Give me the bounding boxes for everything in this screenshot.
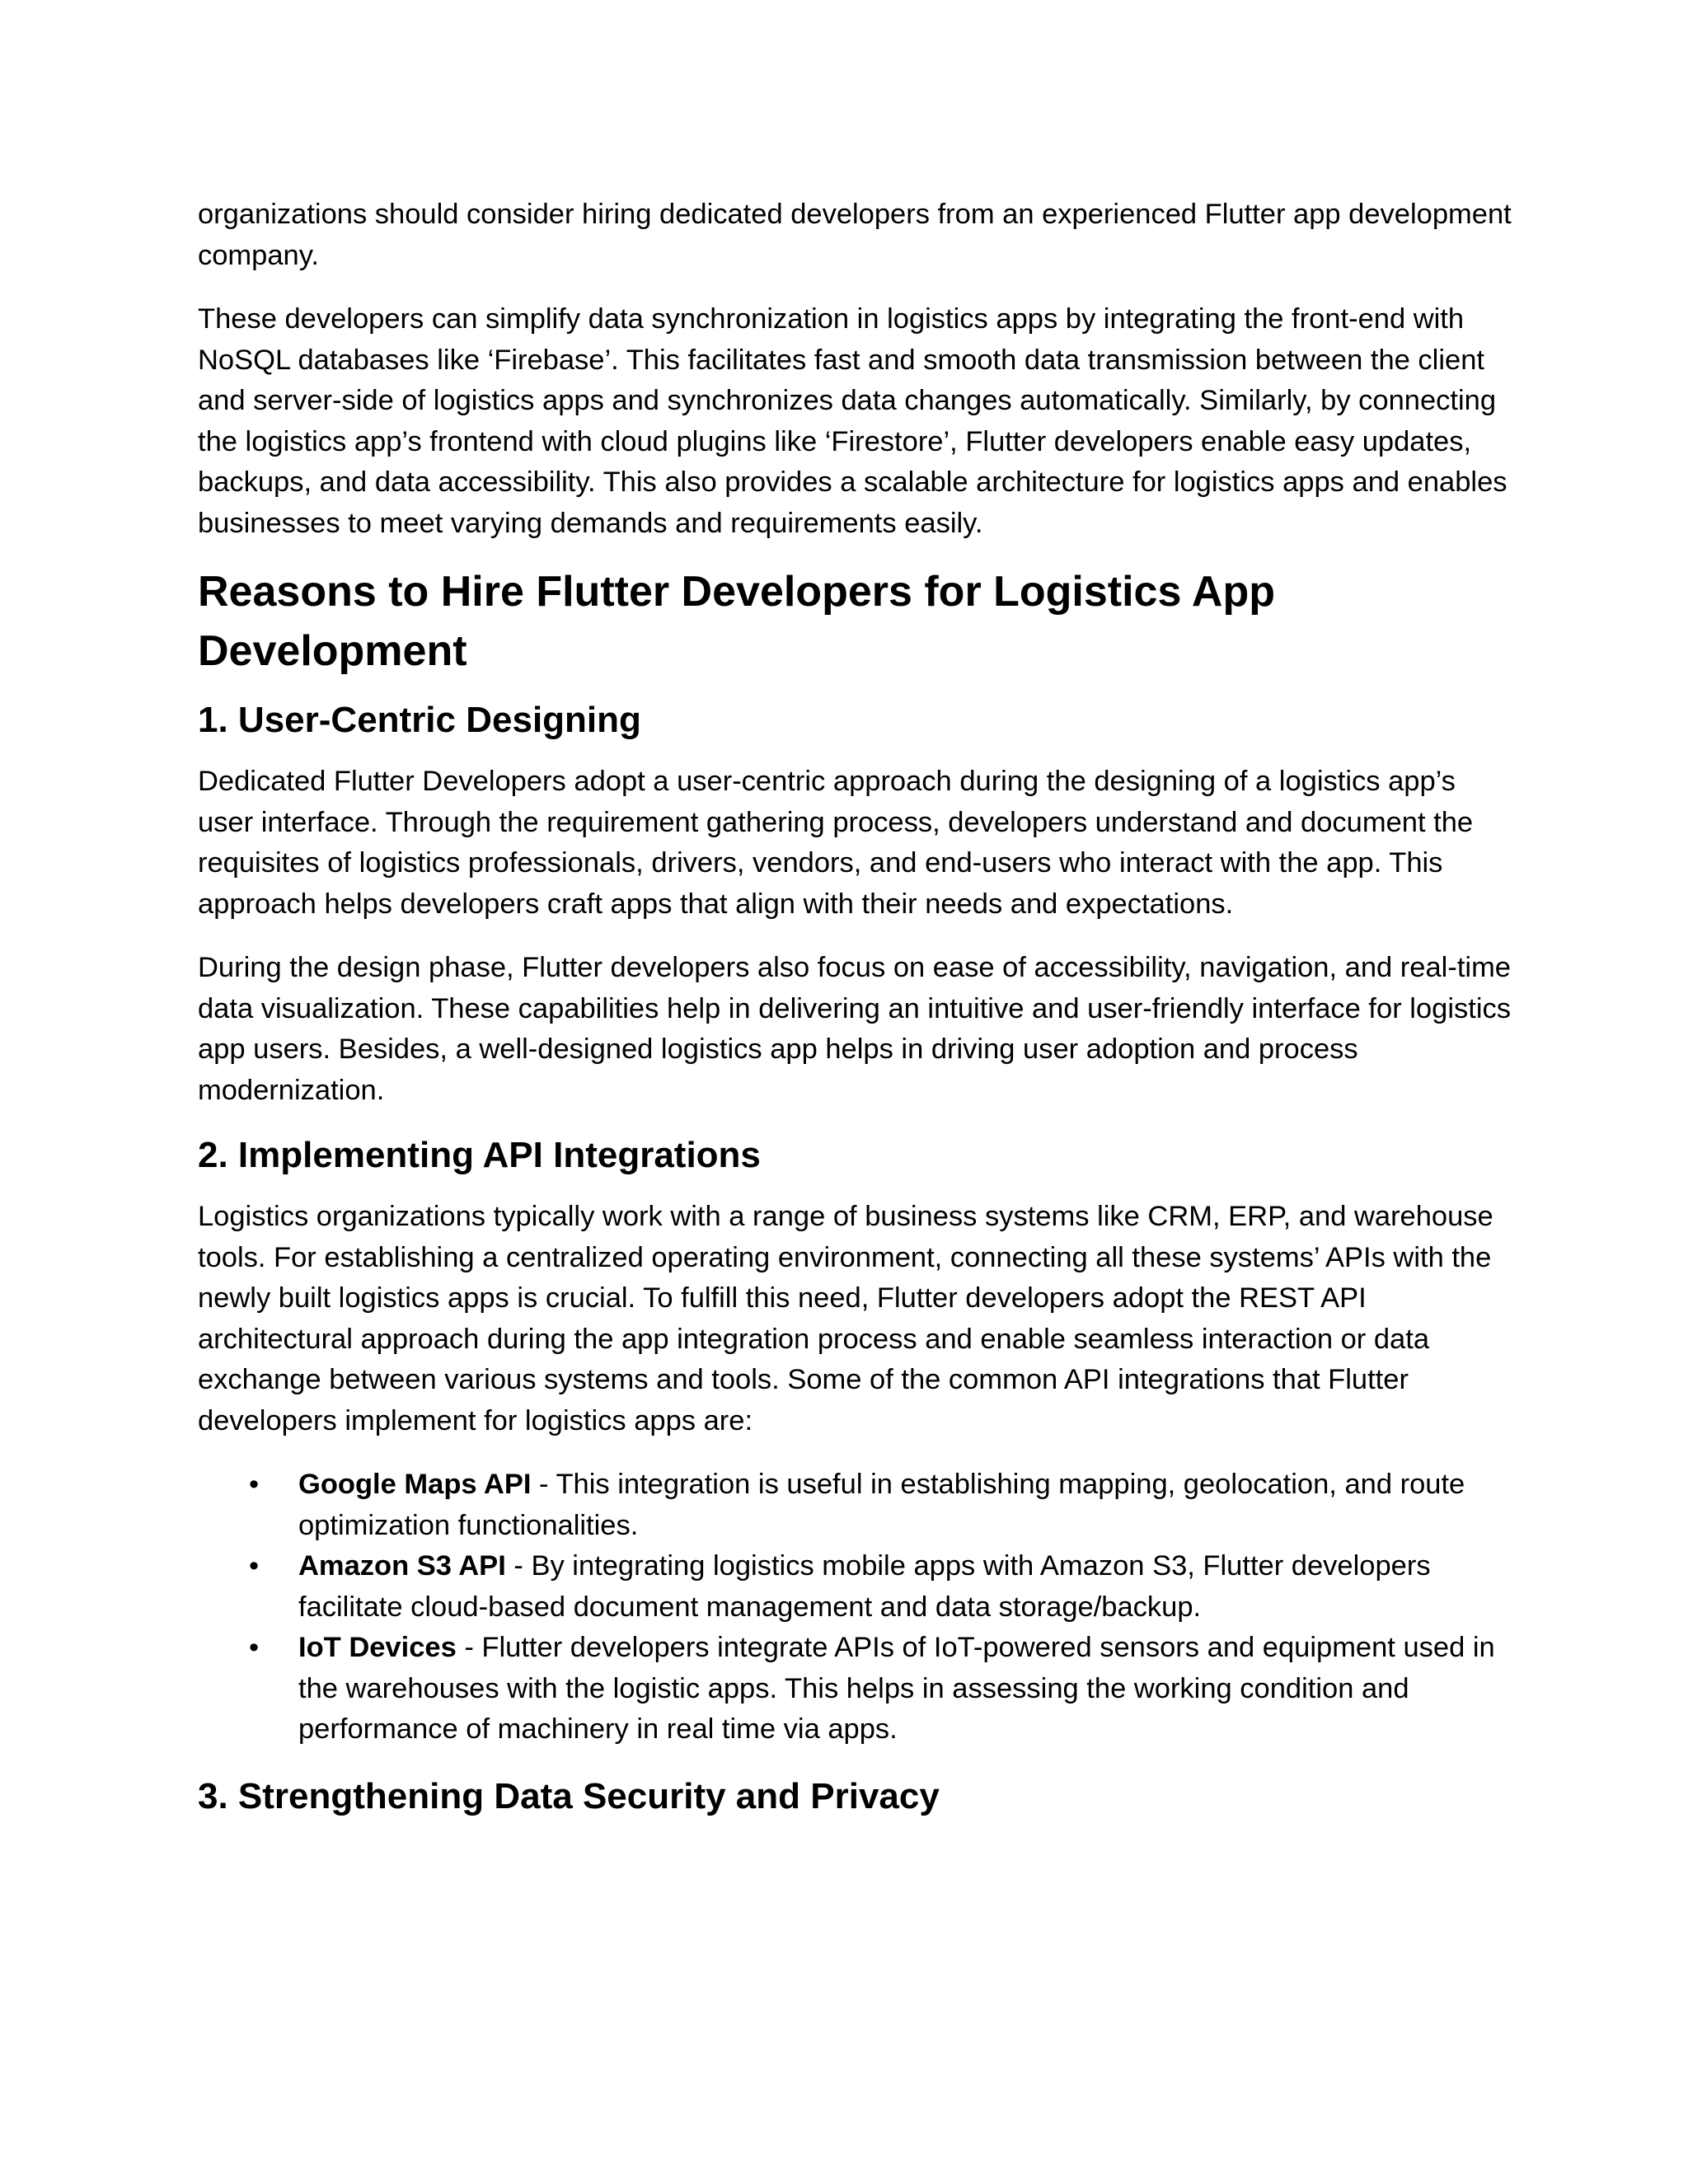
bullet-icon: • [249,1550,260,1582]
list-item-text: - Flutter developers integrate APIs of IoT-powered sensors and equipment used in the warehouses with the logistic apps. This helps in assessing the working condition and performance of machinery in real time via apps. [298,1632,1495,1745]
list-item-term: Google Maps API [298,1469,532,1500]
section-1-heading: 1. User-Centric Designing [198,700,641,740]
section-3-heading: 3. Strengthening Data Security and Privacy [198,1775,940,1816]
list-item-iot-devices [198,1628,1517,1750]
list-item-term: IoT Devices [298,1632,457,1663]
list-item-google-maps-api [198,1465,1517,1546]
intro-paragraph-2: These developers can simplify data synchronization in logistics apps by integrating the front-end with NoSQL databases like ‘Firebase’. This facilitates fast and smooth data transmission between the client and server-side of logistics apps and synchronizes data changes automatically. Similarly, by connecting the logistics app’s frontend with cloud plugins like ‘Firestore’, Flutter developers enable easy updates, backups, and data accessibility. This also provides a scalable architecture for logistics apps and enables businesses to meet varying demands and requirements easily. [198,303,1507,539]
intro-paragraph-1: organizations should consider hiring dedicated developers from an experienced Flutter app development company. [198,199,1512,271]
list-item-term: Amazon S3 API [298,1550,506,1582]
list-item-text: - This integration is useful in establishing mapping, geolocation, and route optimization functionalities. [298,1469,1465,1541]
bullet-icon: • [249,1632,260,1663]
list-item-amazon-s3-api [198,1546,1517,1628]
main-heading: Reasons to Hire Flutter Developers for Logistics App Development [198,568,1275,675]
bullet-icon: • [249,1469,260,1500]
section-2-paragraph-1: Logistics organizations typically work with a range of business systems like CRM, ERP, and warehouse tools. For establishing a centralized operating environment, connecting all these systems’ APIs with the newly built logistics apps is crucial. To fulfill this need, Flutter developers adopt the REST API architectural approach during the app integration process and enable seamless interaction or data exchange between various systems and tools. Some of the common API integrations that Flutter developers implement for logistics apps are: [198,1201,1493,1436]
list-item-text: - By integrating logistics mobile apps with Amazon S3, Flutter developers facilitate cloud-based document management and data storage/backup. [298,1550,1431,1623]
section-1-paragraph-1: Dedicated Flutter Developers adopt a user-centric approach during the designing of a logistics app’s user interface. Through the requirement gathering process, developers understand and document the requisites of logistics professionals, drivers, vendors, and end-users who interact with the app. This approach helps developers craft apps that align with their needs and expectations. [198,766,1474,920]
document-page [198,194,1517,1821]
section-1-paragraph-2: During the design phase, Flutter developers also focus on ease of accessibility, navigation, and real-time data visualization. These capabilities help in delivering an intuitive and user-friendly interface for logistics app users. Besides, a well-designed logistics app helps in driving user adoption and process modernization. [198,952,1511,1106]
api-integrations-list [198,1465,1517,1750]
section-2-heading: 2. Implementing API Integrations [198,1135,761,1175]
